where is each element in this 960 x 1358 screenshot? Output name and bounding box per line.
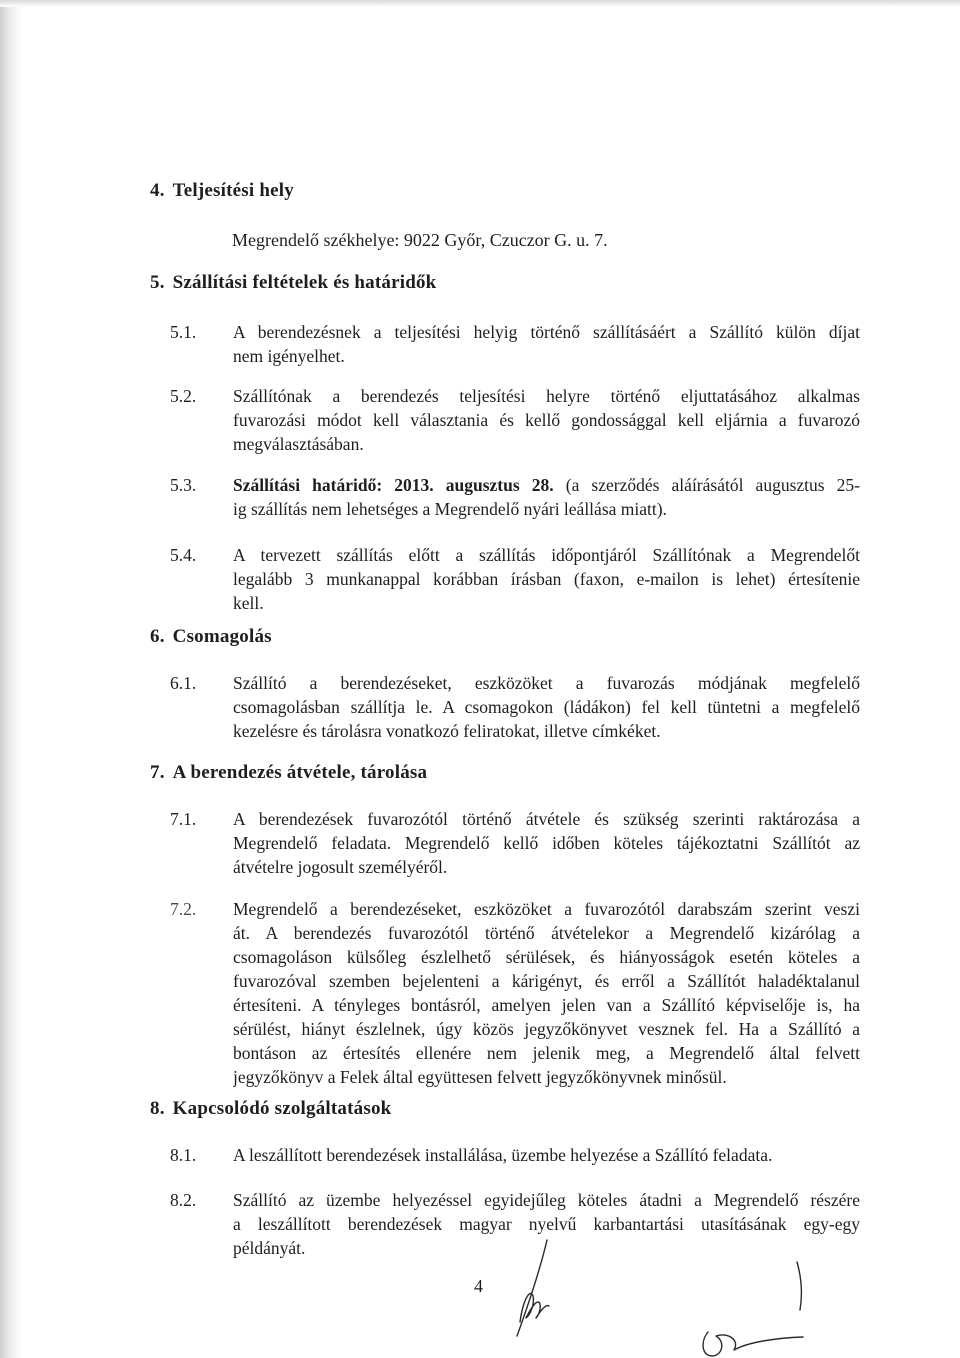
clause-number: 6.1.: [170, 673, 197, 693]
text-line: Szállítónak a berendezés teljesítési helyre történő eljuttatásához alkalmas: [233, 386, 860, 406]
clause-number: 7.2.: [170, 899, 197, 919]
text-line: jegyzőkönyv a Felek által együttesen felvett jegyzőkönyvnek minősül.: [233, 1067, 727, 1087]
text-line: kezelésre és tárolásra vonatkozó feliratokat, illetve címkéket.: [233, 721, 661, 741]
signature-stroke-1: [517, 1240, 547, 1336]
text-line: Szállító a berendezéseket, eszközöket a fuvarozás módjának megfelelő: [233, 673, 860, 693]
section-number: 6.: [150, 626, 165, 647]
text-line: átvételre jogosult személyéről.: [233, 857, 448, 877]
section-title: A berendezés átvétele, tárolása: [172, 762, 428, 783]
text-line: legalább 3 munkanappal korábban írásban (faxon, e-mailon is lehet) értesítenie: [233, 569, 860, 589]
clause-number: 8.2.: [170, 1190, 197, 1210]
text-line: csomagoláson külsőleg észlelhető sérülések, és hiányosságok esetén köteles a: [233, 947, 860, 967]
text-line: sérülést, hiányt észlelnek, úgy közös jegyzőkönyvet vesznek fel. Ha a Szállító a: [233, 1019, 860, 1039]
section-title: Kapcsolódó szolgáltatások: [172, 1098, 392, 1119]
deadline-note: (a szerződés aláírásától augusztus 25-: [553, 475, 860, 495]
text-line: A leszállított berendezések installálása, üzembe helyezése a Szállító feladata.: [233, 1145, 773, 1165]
section-number: 4.: [150, 180, 165, 201]
text-line: Megrendelő a berendezéseket, eszközöket a fuvarozótól darabszám szerint veszi: [233, 899, 860, 919]
text-line: megválasztásában.: [233, 434, 364, 454]
text-line: Szállító az üzembe helyezéssel egyidejűleg köteles átadni a Megrendelő részére: [233, 1190, 860, 1210]
clause-number: 5.1.: [170, 322, 197, 342]
text-line: fuvarozási módot kell választania és kellő gondossággal kell eljárnia a fuvarozó: [233, 410, 860, 430]
clause-number: 7.1.: [170, 809, 197, 829]
text-line: ig szállítás nem lehetséges a Megrendelő nyári leállása miatt).: [233, 499, 667, 519]
clause-number: 8.1.: [170, 1145, 197, 1165]
signature-stroke-2: [520, 1294, 549, 1322]
clause-number: 5.2.: [170, 386, 197, 406]
text-line: értesíteni. A tényleges bontásról, amelyen jelen van a Szállító képviselője is, ha: [233, 995, 860, 1015]
section-number: 7.: [150, 762, 165, 783]
section-title: Szállítási feltételek és határidők: [172, 272, 437, 293]
page-number: 4: [474, 1276, 483, 1296]
text-line: csomagolásban szállítja le. A csomagokon (ládákon) fel kell tüntetni a megfelelő: [233, 697, 860, 717]
signature-stroke-4: [703, 1332, 803, 1356]
text-line: példányát.: [233, 1238, 306, 1258]
text-line: a leszállított berendezések magyar nyelvű karbantartási utasításának egy-egy: [233, 1214, 860, 1234]
text-line: A tervezett szállítás előtt a szállítás időpontjáról Szállítónak a Megrendelőt: [233, 545, 860, 565]
text-line: Megrendelő feladata. Megrendelő kellő időben köteles tájékoztatni Szállítót az: [233, 833, 860, 853]
text-line: nem igényelhet.: [233, 346, 345, 366]
section-number: 5.: [150, 272, 165, 293]
text-line: A berendezésnek a teljesítési helyig történő szállításáért a Szállító külön díjat: [233, 322, 860, 342]
clause-number: 5.3.: [170, 475, 197, 495]
text-line: bontáson az értesítés ellenére nem jelenik meg, a Megrendelő által felvett: [233, 1043, 860, 1063]
text-line: A berendezések fuvarozótól történő átvétele és szükség szerinti raktározása a: [233, 809, 860, 829]
signature-stroke-3: [797, 1262, 801, 1310]
text-line: fuvarozóval szemben bejelenteni a kárigényt, és erről a Szállítót haladéktalanul: [233, 971, 860, 991]
clause-number: 5.4.: [170, 545, 197, 565]
section-4-body: Megrendelő székhelye: 9022 Győr, Czuczor G. u. 7.: [232, 230, 608, 250]
text-line: kell.: [233, 593, 264, 613]
section-number: 8.: [150, 1098, 165, 1119]
section-title: Teljesítési hely: [172, 180, 294, 201]
deadline-text: Szállítási határidő: 2013. augusztus 28.: [233, 475, 554, 495]
text-line: át. A berendezés fuvarozótól történő átvételekor a Megrendelő kizárólag a: [233, 923, 860, 943]
section-title: Csomagolás: [172, 626, 272, 647]
